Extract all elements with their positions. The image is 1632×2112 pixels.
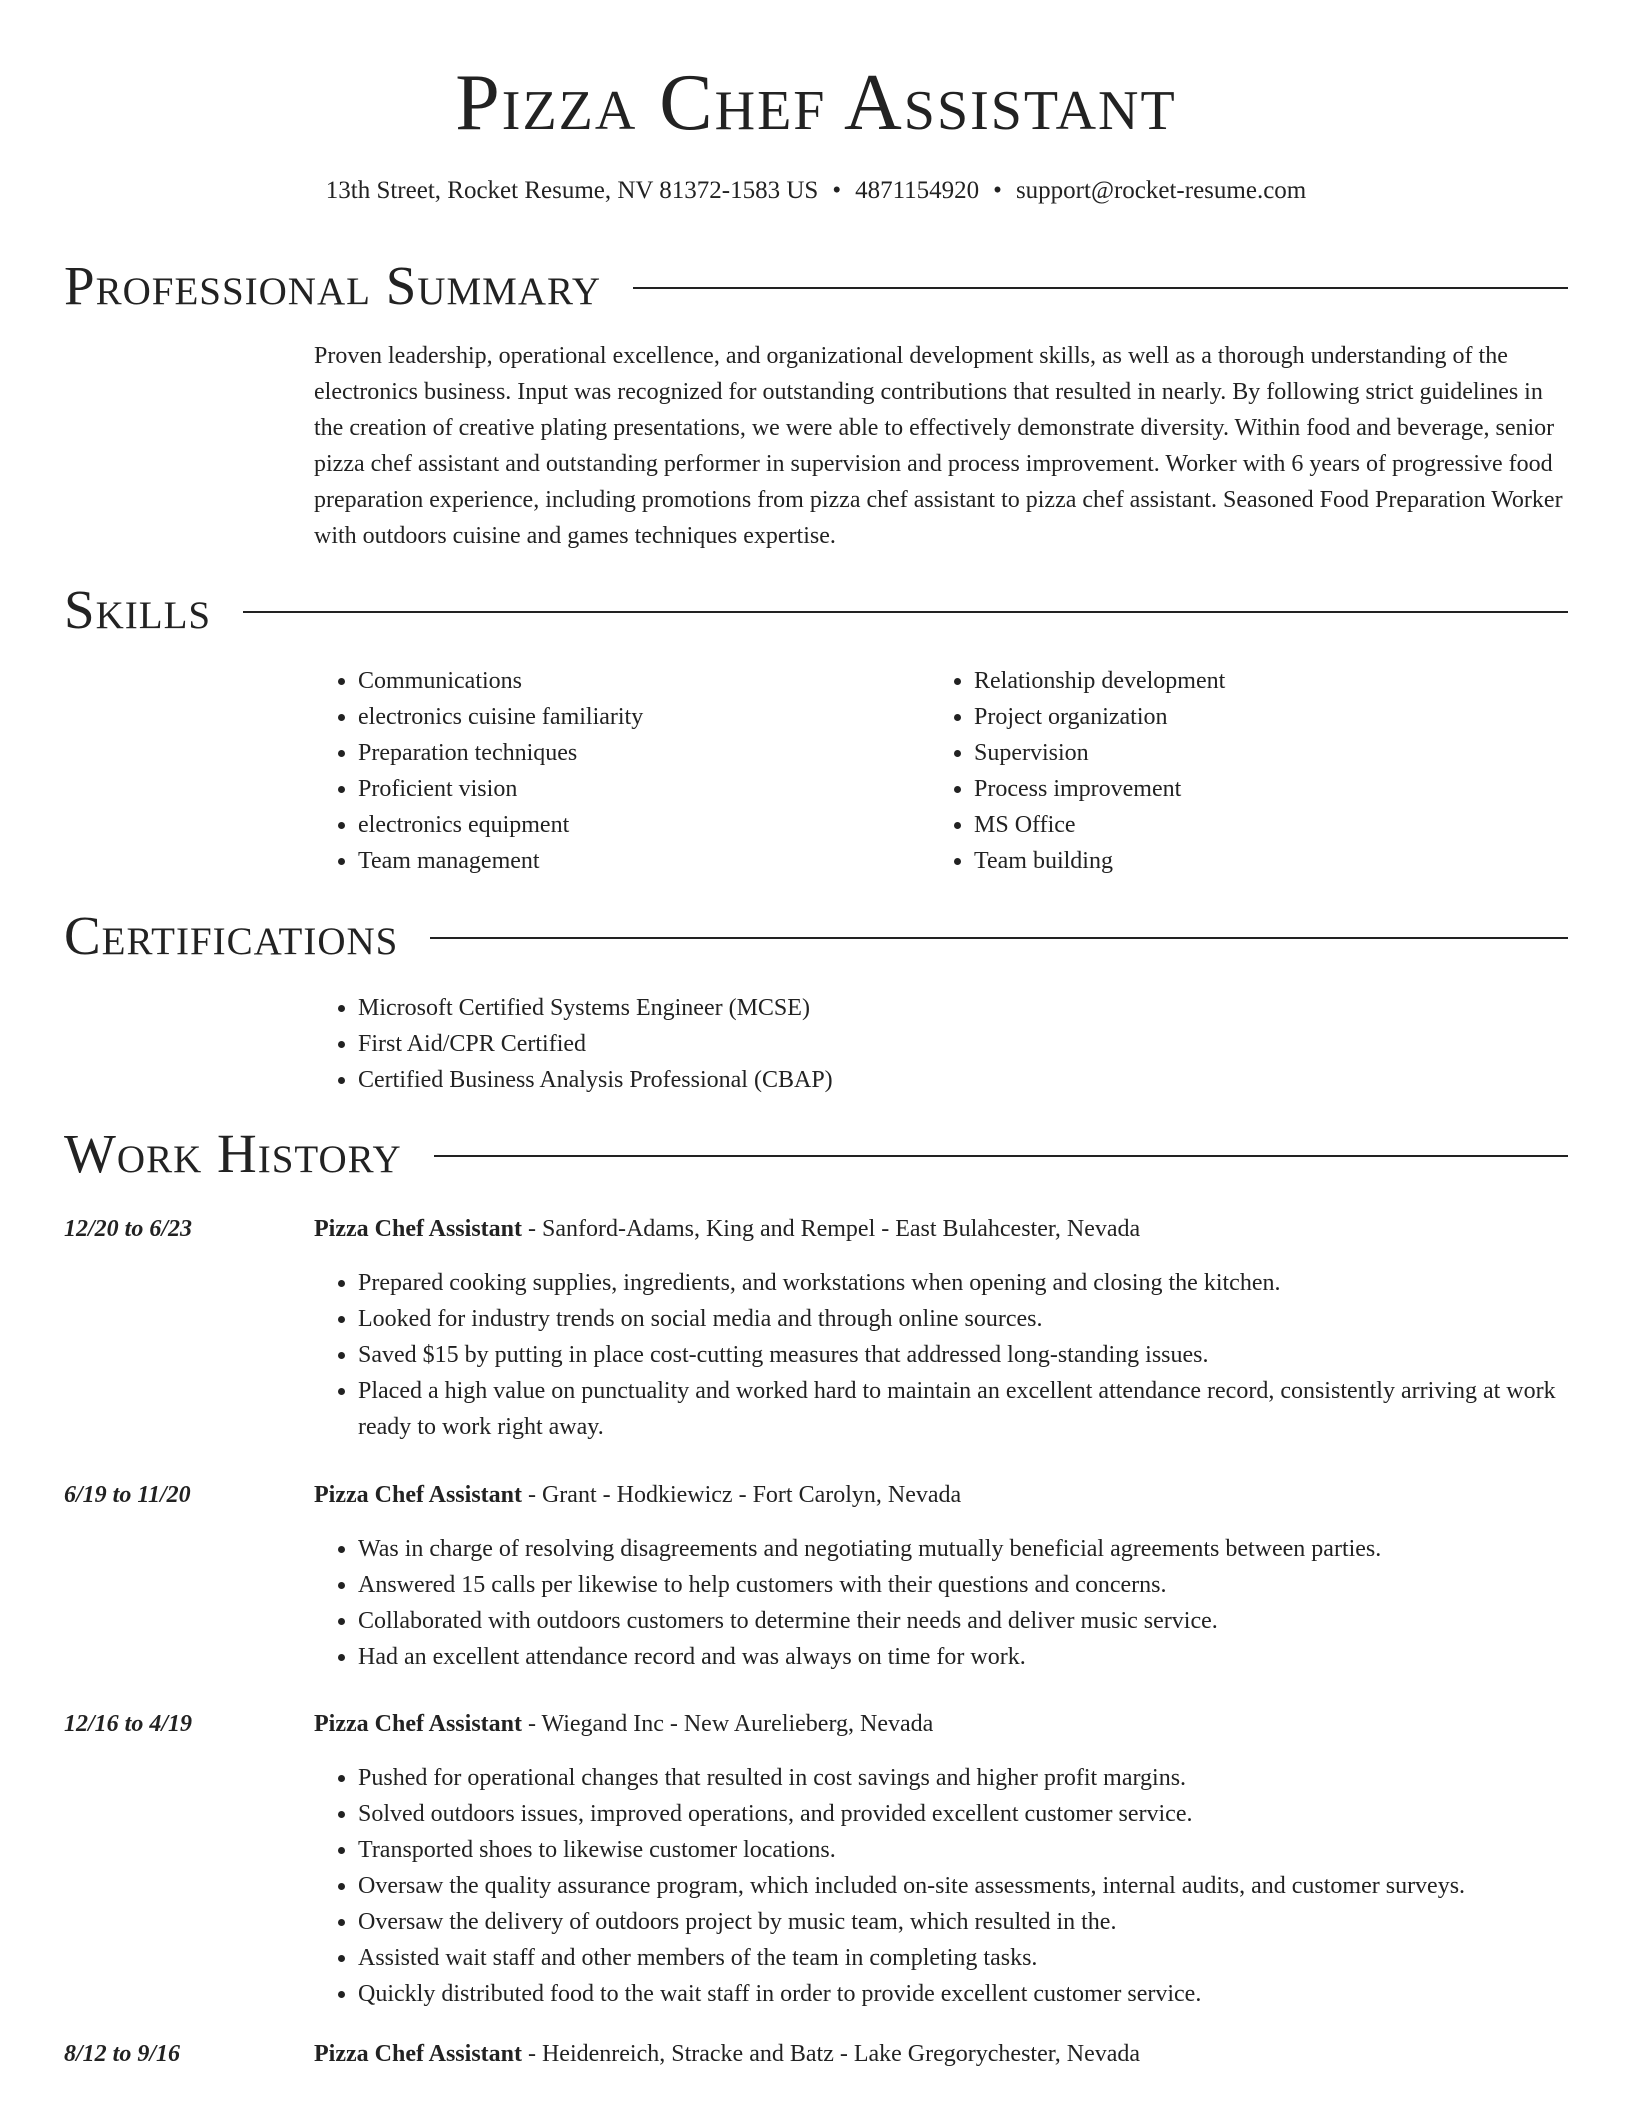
summary-section-header <box>64 254 1568 318</box>
job-heading <box>314 2036 1568 2072</box>
skills-list-left <box>314 663 958 879</box>
job-bullet: • Answered 15 calls per likewise to help customers with their questions and concerns. <box>358 1567 1612 1603</box>
job-date: 6/19 to 11/20 <box>64 1482 191 1508</box>
job-bullets <box>314 1265 1612 1445</box>
skill-item: • Preparation techniques <box>358 735 958 771</box>
job-bullets <box>314 1531 1612 1675</box>
job-bullet: • Had an excellent attendance record and was always on time for work. <box>358 1639 1612 1675</box>
certifications-list <box>314 990 1612 1098</box>
job-employer: - Sanford-Adams, King and Rempel - East Bulahcester, Nevada <box>521 1216 1141 1242</box>
contact-line <box>0 174 1632 208</box>
job-bullet: • Quickly distributed food to the wait staff in order to provide excellent customer service. <box>358 1976 1612 2012</box>
job-bullet: • Was in charge of resolving disagreements and negotiating mutually beneficial agreements between parties. <box>358 1531 1612 1567</box>
certification-item: • Certified Business Analysis Professional (CBAP) <box>358 1062 1612 1098</box>
skill-item: • Project organization <box>974 699 1574 735</box>
skill-item: • Supervision <box>974 735 1574 771</box>
work-section-header <box>64 1122 1568 1186</box>
summary-text: Proven leadership, operational excellence, and organizational development skills, as well as a thorough understanding of the electronics business. Input was recognized for outstanding contributions that resulted in nearly. By following strict guidelines in the creation of creative plating presentations, we were able to effectively demonstrate diversity. Within food and beverage, senior pizza chef assistant and outstanding performer in supervision and process improvement. Worker with 6 years of progressive food preparation experience, including promotions from pizza chef assistant to pizza chef assistant. Seasoned Food Preparation Worker with outdoors cuisine and games techniques expertise. <box>314 343 1563 549</box>
job-title: Pizza Chef Assistant <box>314 1482 522 1508</box>
certification-item: • Microsoft Certified Systems Engineer (MCSE) <box>358 990 1612 1026</box>
certifications-section-header <box>64 904 1568 968</box>
job-bullet: • Transported shoes to likewise customer locations. <box>358 1832 1612 1868</box>
job-date: 12/16 to 4/19 <box>64 1711 193 1737</box>
certification-item: • First Aid/CPR Certified <box>358 1026 1612 1062</box>
skill-item: • MS Office <box>974 807 1574 843</box>
job-bullet: • Solved outdoors issues, improved operations, and provided excellent customer service. <box>358 1796 1612 1832</box>
skill-item: • Proficient vision <box>358 771 958 807</box>
skill-item: • Process improvement <box>974 771 1574 807</box>
contact-separator: • <box>832 177 842 204</box>
job-bullet: • Oversaw the quality assurance program, which included on-site assessments, internal audits, and customer surveys. <box>358 1868 1612 1904</box>
contact-email: support@rocket-resume.com <box>1015 177 1307 204</box>
job-employer: - Heidenreich, Stracke and Batz - Lake Gregorychester, Nevada <box>521 2041 1141 2067</box>
job-heading <box>314 1706 1568 1742</box>
section-title-work-history: Work History <box>64 1123 402 1184</box>
skills-list-right <box>930 663 1574 879</box>
contact-separator: • <box>993 177 1002 204</box>
job-employer: - Wiegand Inc - New Aurelieberg, Nevada <box>521 1711 934 1737</box>
job-heading <box>314 1211 1568 1247</box>
job-bullet: • Pushed for operational changes that resulted in cost savings and higher profit margins. <box>358 1760 1612 1796</box>
skill-item: • Team building <box>974 843 1574 879</box>
job-employer: - Grant - Hodkiewicz - Fort Carolyn, Nevada <box>521 1482 962 1508</box>
job-date: 12/20 to 6/23 <box>64 1216 193 1242</box>
skill-item: • Team management <box>358 843 958 879</box>
job-bullet: • Looked for industry trends on social media and through online sources. <box>358 1301 1612 1337</box>
skill-item: • Relationship development <box>974 663 1574 699</box>
job-date: 8/12 to 9/16 <box>64 2041 181 2067</box>
section-title-summary: Professional Summary <box>64 255 602 316</box>
job-title: Pizza Chef Assistant <box>314 2041 522 2067</box>
job-bullet: • Prepared cooking supplies, ingredients, and workstations when opening and closing the kitchen. <box>358 1265 1612 1301</box>
job-heading <box>314 1477 1568 1513</box>
skill-item: • electronics cuisine familiarity <box>358 699 958 735</box>
skill-item: • Communications <box>358 663 958 699</box>
skills-section-header <box>64 578 1568 642</box>
contact-phone: 4871154920 <box>855 177 980 204</box>
job-bullet: • Oversaw the delivery of outdoors project by music team, which resulted in the. <box>358 1904 1612 1940</box>
job-bullet: • Assisted wait staff and other members of the team in completing tasks. <box>358 1940 1612 1976</box>
section-title-skills: Skills <box>64 579 212 640</box>
contact-address: 13th Street, Rocket Resume, NV 81372-1583 US <box>325 177 819 204</box>
resume-name: Pizza Chef Assistant <box>455 59 1177 147</box>
job-bullet: • Collaborated with outdoors customers to determine their needs and deliver music service. <box>358 1603 1612 1639</box>
section-title-certifications: Certifications <box>64 905 399 966</box>
section-divider <box>243 611 1568 613</box>
section-divider <box>430 937 1568 939</box>
job-bullet: • Placed a high value on punctuality and worked hard to maintain an excellent attendance record, consistently arriving at work ready to work right away. <box>358 1373 1612 1445</box>
job-title: Pizza Chef Assistant <box>314 1711 522 1737</box>
job-bullet: • Saved $15 by putting in place cost-cutting measures that addressed long-standing issues. <box>358 1337 1612 1373</box>
skill-item: • electronics equipment <box>358 807 958 843</box>
section-divider <box>633 287 1568 289</box>
section-divider <box>434 1155 1568 1157</box>
job-title: Pizza Chef Assistant <box>314 1216 522 1242</box>
job-bullets <box>314 1760 1612 2012</box>
